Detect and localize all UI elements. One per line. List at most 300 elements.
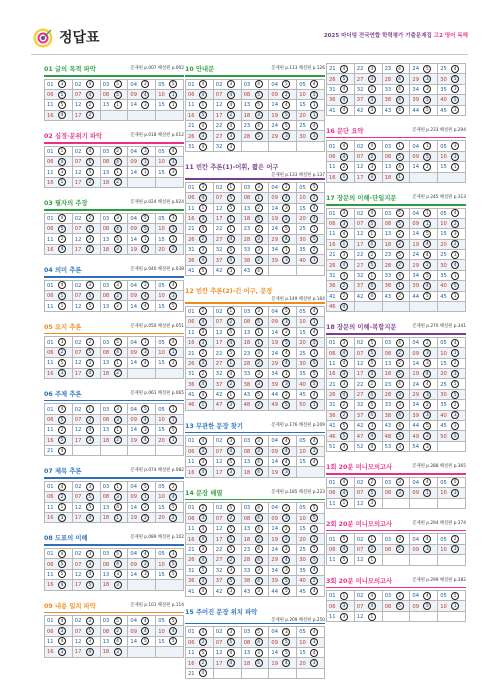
answer-choice: 2 — [227, 380, 235, 388]
answer-grid — [185, 306, 325, 411]
question-number: 14 — [412, 360, 419, 367]
answer-cell — [410, 229, 438, 239]
section-pages: 문제편 p.074 해설편 p.082 — [130, 468, 184, 474]
answer-choice: 5 — [340, 535, 348, 543]
section-rule — [185, 499, 325, 501]
question-number: 42 — [356, 423, 364, 430]
answer-cell — [354, 544, 382, 554]
answer-row — [327, 389, 466, 399]
answer-choice: 3 — [58, 168, 66, 176]
answer-choice: 3 — [199, 525, 207, 533]
section-rule — [326, 587, 466, 589]
answer-row — [186, 110, 325, 120]
question-number: 32 — [356, 86, 364, 93]
answer-cell — [438, 281, 466, 291]
question-number: 03 — [243, 81, 251, 88]
answer-choice: 4 — [451, 339, 459, 347]
answer-cell — [438, 302, 466, 312]
answer-cell — [186, 668, 214, 678]
question-number: 01 — [329, 210, 336, 217]
question-number: 26 — [188, 133, 195, 140]
question-number: 11 — [329, 231, 336, 238]
question-number: 19 — [271, 536, 278, 543]
question-number: 31 — [329, 273, 336, 280]
answer-choice: 3 — [141, 147, 149, 155]
answer-choice: 1 — [141, 338, 149, 346]
answer-choice: 5 — [368, 220, 376, 228]
answer-grid — [185, 502, 325, 597]
question-number: 24 — [412, 66, 419, 73]
answer-choice: 2 — [423, 432, 431, 440]
answer-choice: 4 — [423, 370, 431, 378]
answer-cell — [100, 404, 128, 414]
answer-cell — [327, 291, 355, 301]
answer-cell — [241, 203, 269, 213]
section-header — [326, 575, 466, 587]
question-number: 18 — [243, 536, 251, 543]
answer-cell — [410, 270, 438, 280]
answer-section — [326, 125, 466, 183]
answer-choice: 5 — [141, 405, 149, 413]
question-number: 16 — [188, 660, 195, 667]
answer-cell — [45, 445, 73, 455]
question-number: 15 — [158, 571, 165, 578]
answer-row — [327, 488, 466, 498]
answer-choice: 1 — [141, 235, 149, 243]
answer-cell — [100, 481, 128, 491]
question-number: 21 — [188, 226, 195, 233]
question-number: 46 — [329, 304, 336, 311]
answer-cell — [438, 239, 466, 249]
answer-cell — [186, 658, 214, 668]
answer-cell — [100, 100, 128, 110]
answer-choice: 5 — [58, 359, 66, 367]
answer-choice: 4 — [141, 550, 149, 558]
answer-choice: 1 — [451, 602, 459, 610]
question-number: 39 — [271, 381, 278, 388]
question-number: 13 — [102, 360, 110, 367]
answer-cell — [382, 172, 410, 182]
answer-choice: 3 — [340, 613, 348, 621]
answer-cell — [297, 575, 325, 585]
answer-cell — [327, 358, 355, 368]
answer-cell — [213, 317, 241, 327]
answer-cell — [354, 208, 382, 218]
question-number: 35 — [299, 247, 306, 254]
answer-choice: 3 — [310, 525, 318, 533]
question-number: 16 — [329, 174, 336, 181]
answer-cell — [156, 234, 184, 244]
answer-cell — [354, 291, 382, 301]
section-title: 11 빈칸 추론(1)-어휘, 짧은 어구 — [185, 164, 279, 172]
question-number: 02 — [74, 339, 82, 346]
question-number: 30 — [299, 236, 306, 243]
question-number: 18 — [102, 370, 110, 377]
question-number: 17 — [74, 437, 82, 444]
question-number: 17 — [74, 179, 82, 186]
answer-choice: 4 — [141, 245, 149, 253]
answer-row — [45, 569, 184, 579]
answer-choice: 4 — [227, 659, 235, 667]
answer-choice: 4 — [255, 458, 263, 466]
question-number: 41 — [188, 588, 195, 595]
answer-choice: 3 — [396, 401, 404, 409]
question-number: 32 — [356, 273, 364, 280]
answer-cell — [269, 524, 297, 534]
question-number: 08 — [243, 448, 251, 455]
answer-cell — [45, 224, 73, 234]
section-rule — [44, 544, 184, 546]
answer-cell — [382, 291, 410, 301]
answer-cell — [269, 467, 297, 477]
answer-choice: 3 — [86, 235, 94, 243]
answer-cell — [327, 431, 355, 441]
answer-choice: 4 — [368, 142, 376, 150]
answer-cell — [297, 100, 325, 110]
answer-choice: 3 — [340, 443, 348, 451]
question-number: 13 — [243, 329, 251, 336]
answer-row — [327, 84, 466, 94]
answer-choice: 1 — [114, 101, 122, 109]
question-number: 18 — [102, 582, 110, 589]
question-number: 04 — [271, 438, 278, 445]
answer-choice: 2 — [340, 292, 348, 300]
answer-cell — [100, 368, 128, 378]
answer-choice: 5 — [227, 577, 235, 585]
question-number: 19 — [271, 469, 278, 476]
answer-cell — [186, 141, 214, 151]
answer-row — [186, 648, 325, 658]
answer-choice: 5 — [169, 426, 177, 434]
question-number: 20 — [440, 371, 447, 378]
answer-choice: 5 — [255, 659, 263, 667]
answer-choice: 4 — [282, 101, 290, 109]
section-rule — [326, 333, 466, 335]
answer-section — [44, 321, 184, 379]
answer-choice: 5 — [227, 545, 235, 553]
question-number: 30 — [299, 557, 306, 564]
answer-row — [327, 534, 466, 544]
question-number: 05 — [440, 143, 447, 150]
answer-cell — [327, 379, 355, 389]
question-number: 04 — [130, 282, 137, 289]
question-number: 13 — [102, 638, 110, 645]
answer-choice: 4 — [396, 85, 404, 93]
question-number: 40 — [440, 412, 447, 419]
question-number: 03 — [243, 184, 251, 191]
question-number: 11 — [188, 102, 195, 109]
answer-cell — [269, 627, 297, 637]
answer-choice: 1 — [340, 240, 348, 248]
answer-cell — [354, 555, 382, 565]
answer-choice: 2 — [86, 178, 94, 186]
answer-cell — [297, 317, 325, 327]
question-number: 12 — [215, 459, 223, 466]
answer-choice: 4 — [451, 65, 459, 73]
question-number: 16 — [47, 112, 54, 119]
answer-cell — [186, 255, 214, 265]
answer-cell — [45, 569, 73, 579]
answer-cell — [354, 172, 382, 182]
question-number: 01 — [188, 308, 195, 315]
answer-choice: 4 — [368, 209, 376, 217]
question-number: 02 — [215, 629, 223, 636]
question-number: 18 — [102, 437, 110, 444]
answer-cell — [327, 260, 355, 270]
answer-choice: 4 — [227, 101, 235, 109]
answer-cell — [269, 100, 297, 110]
question-number: 20 — [158, 437, 165, 444]
answer-cell — [186, 575, 214, 585]
answer-choice: 4 — [58, 483, 66, 491]
answer-choice: 3 — [199, 359, 207, 367]
answer-row — [45, 636, 184, 646]
answer-choice: 3 — [114, 416, 122, 424]
question-number: 14 — [412, 164, 419, 171]
answer-choice: 3 — [396, 489, 404, 497]
answer-choice: 4 — [340, 303, 348, 311]
question-number: 10 — [440, 603, 447, 610]
answer-row — [45, 234, 184, 244]
question-number: 01 — [188, 81, 195, 88]
question-number: 42 — [215, 588, 223, 595]
answer-cell — [269, 575, 297, 585]
answer-choice: 5 — [451, 391, 459, 399]
question-number: 26 — [329, 76, 336, 83]
question-number: 17 — [356, 241, 364, 248]
answer-cell — [269, 131, 297, 141]
answer-cell — [297, 121, 325, 131]
question-number: 45 — [440, 293, 447, 300]
question-number: 16 — [47, 649, 54, 656]
question-number: 15 — [158, 236, 165, 243]
question-number: 09 — [412, 490, 419, 497]
question-number: 15 — [158, 102, 165, 109]
question-number: 36 — [329, 412, 336, 419]
question-number: 38 — [243, 578, 251, 585]
answer-choice: 1 — [368, 613, 376, 621]
answer-cell — [438, 400, 466, 410]
question-number: 40 — [299, 578, 306, 585]
answer-choice: 2 — [86, 101, 94, 109]
question-number: 01 — [329, 536, 336, 543]
answer-row — [45, 213, 184, 223]
question-number: 35 — [440, 273, 447, 280]
section-pages: 문제편 p.061 해설편 p.065 — [130, 390, 184, 396]
answer-cell — [186, 245, 214, 255]
question-number: 35 — [299, 371, 306, 378]
answer-choice: 2 — [396, 292, 404, 300]
question-number: 13 — [102, 303, 110, 310]
answer-choice: 3 — [451, 411, 459, 419]
answer-cell — [100, 213, 128, 223]
question-number: 09 — [271, 448, 278, 455]
question-number: 30 — [440, 76, 447, 83]
question-number: 10 — [158, 349, 165, 356]
answer-cell — [241, 213, 269, 223]
answer-cell — [241, 467, 269, 477]
answer-choice: 4 — [58, 245, 66, 253]
answer-choice: 1 — [141, 493, 149, 501]
answer-row — [327, 208, 466, 218]
answer-cell — [269, 213, 297, 223]
answer-choice: 4 — [396, 339, 404, 347]
section-title: 13 무관한 문장 찾기 — [185, 422, 243, 430]
answer-choice: 5 — [423, 230, 431, 238]
answer-cell — [241, 637, 269, 647]
answer-choice: 3 — [340, 370, 348, 378]
answer-cell — [72, 616, 100, 626]
answer-cell — [438, 601, 466, 611]
answer-cell — [186, 182, 214, 192]
answer-row — [186, 358, 325, 368]
answer-choice: 4 — [199, 587, 207, 595]
question-number: 10 — [158, 494, 165, 501]
answer-choice: 4 — [310, 328, 318, 336]
answer-cell — [186, 503, 214, 513]
answer-cell — [45, 513, 73, 523]
answer-cell — [382, 281, 410, 291]
answer-choice: 3 — [58, 648, 66, 656]
question-number: 23 — [243, 123, 251, 130]
answer-choice: 4 — [255, 122, 263, 130]
answer-choice: 5 — [255, 318, 263, 326]
answer-choice: 5 — [368, 240, 376, 248]
answer-choice: 2 — [199, 659, 207, 667]
answer-cell — [45, 280, 73, 290]
answer-cell — [438, 369, 466, 379]
answer-choice: 4 — [282, 235, 290, 243]
answer-cell — [438, 477, 466, 487]
question-number: 10 — [158, 628, 165, 635]
answer-cell — [241, 379, 269, 389]
answer-cell — [327, 281, 355, 291]
section-pages: 문제편 p.113 해설편 p.126 — [271, 66, 325, 71]
answer-cell — [72, 636, 100, 646]
answer-cell — [354, 358, 382, 368]
answer-choice: 3 — [451, 489, 459, 497]
answer-choice: 2 — [86, 416, 94, 424]
question-number: 33 — [243, 371, 251, 378]
answer-choice: 4 — [396, 272, 404, 280]
answer-choice: 5 — [282, 225, 290, 233]
answer-choice: 3 — [282, 566, 290, 574]
answer-choice: 5 — [86, 627, 94, 635]
answer-choice: 4 — [340, 106, 348, 114]
answer-choice: 3 — [227, 437, 235, 445]
question-number: 07 — [74, 561, 82, 568]
answer-choice: 1 — [255, 339, 263, 347]
answer-cell — [128, 213, 156, 223]
question-number: 52 — [356, 444, 364, 451]
answer-cell — [100, 291, 128, 301]
answer-cell — [438, 74, 466, 84]
question-number: 28 — [384, 392, 392, 399]
section-pages: 문제편 p.176 해설편 p.209 — [271, 422, 325, 428]
answer-cell — [410, 74, 438, 84]
answer-cell — [186, 89, 214, 99]
answer-choice: 2 — [58, 348, 66, 356]
question-number: 17 — [74, 370, 82, 377]
answer-cell — [438, 64, 466, 74]
question-number: 06 — [329, 490, 336, 497]
answer-choice: 1 — [169, 348, 177, 356]
answer-cell — [72, 569, 100, 579]
question-number: 15 — [158, 638, 165, 645]
answer-cell — [241, 327, 269, 337]
answer-grid — [185, 435, 325, 478]
answer-choice: 3 — [368, 96, 376, 104]
answer-row — [186, 389, 325, 399]
question-number: 05 — [440, 479, 447, 486]
answer-cell — [213, 348, 241, 358]
answer-cell — [410, 172, 438, 182]
answer-cell — [241, 193, 269, 203]
answer-cell — [45, 234, 73, 244]
question-number: 10 — [299, 639, 306, 646]
answer-choice: 4 — [199, 628, 207, 636]
question-number: 08 — [384, 350, 392, 357]
answer-choice: 2 — [451, 240, 459, 248]
answer-cell — [354, 477, 382, 487]
answer-cell — [382, 270, 410, 280]
question-number: 44 — [271, 588, 278, 595]
question-number: 18 — [102, 246, 110, 253]
answer-cell — [241, 575, 269, 585]
answer-cell — [100, 301, 128, 311]
answer-cell — [382, 369, 410, 379]
answer-cell — [327, 389, 355, 399]
answer-choice: 5 — [282, 587, 290, 595]
answer-choice: 3 — [58, 514, 66, 522]
answer-cell — [438, 389, 466, 399]
question-number: 03 — [384, 536, 392, 543]
answer-choice: 2 — [86, 338, 94, 346]
answer-cell — [354, 250, 382, 260]
section-header — [185, 420, 325, 432]
answer-choice: 4 — [340, 478, 348, 486]
answer-section — [326, 461, 466, 509]
section-header — [44, 321, 184, 333]
answer-cell — [241, 503, 269, 513]
answer-choice: 5 — [114, 617, 122, 625]
question-number: 12 — [74, 504, 82, 511]
answer-choice: 2 — [396, 230, 404, 238]
question-number: 27 — [215, 557, 223, 564]
question-number: 10 — [158, 417, 165, 423]
section-title: 05 요지 추론 — [44, 323, 82, 331]
answer-cell — [213, 141, 241, 151]
answer-choice: 4 — [340, 85, 348, 93]
answer-cell — [186, 555, 214, 565]
answer-cell — [354, 488, 382, 498]
answer-cell — [438, 151, 466, 161]
question-number: 10 — [158, 159, 165, 166]
answer-choice: 3 — [86, 617, 94, 625]
answer-cell — [72, 280, 100, 290]
answer-choice: 2 — [340, 411, 348, 419]
answer-choice: 5 — [169, 637, 177, 645]
answer-choice: 4 — [310, 458, 318, 466]
answer-cell — [72, 513, 100, 523]
question-number: 14 — [130, 427, 137, 434]
answer-choice: 3 — [141, 570, 149, 578]
answer-row — [327, 281, 466, 291]
answer-cell — [382, 95, 410, 105]
question-number: 11 — [188, 650, 195, 657]
answer-choice: 3 — [199, 545, 207, 553]
answer-cell — [410, 239, 438, 249]
